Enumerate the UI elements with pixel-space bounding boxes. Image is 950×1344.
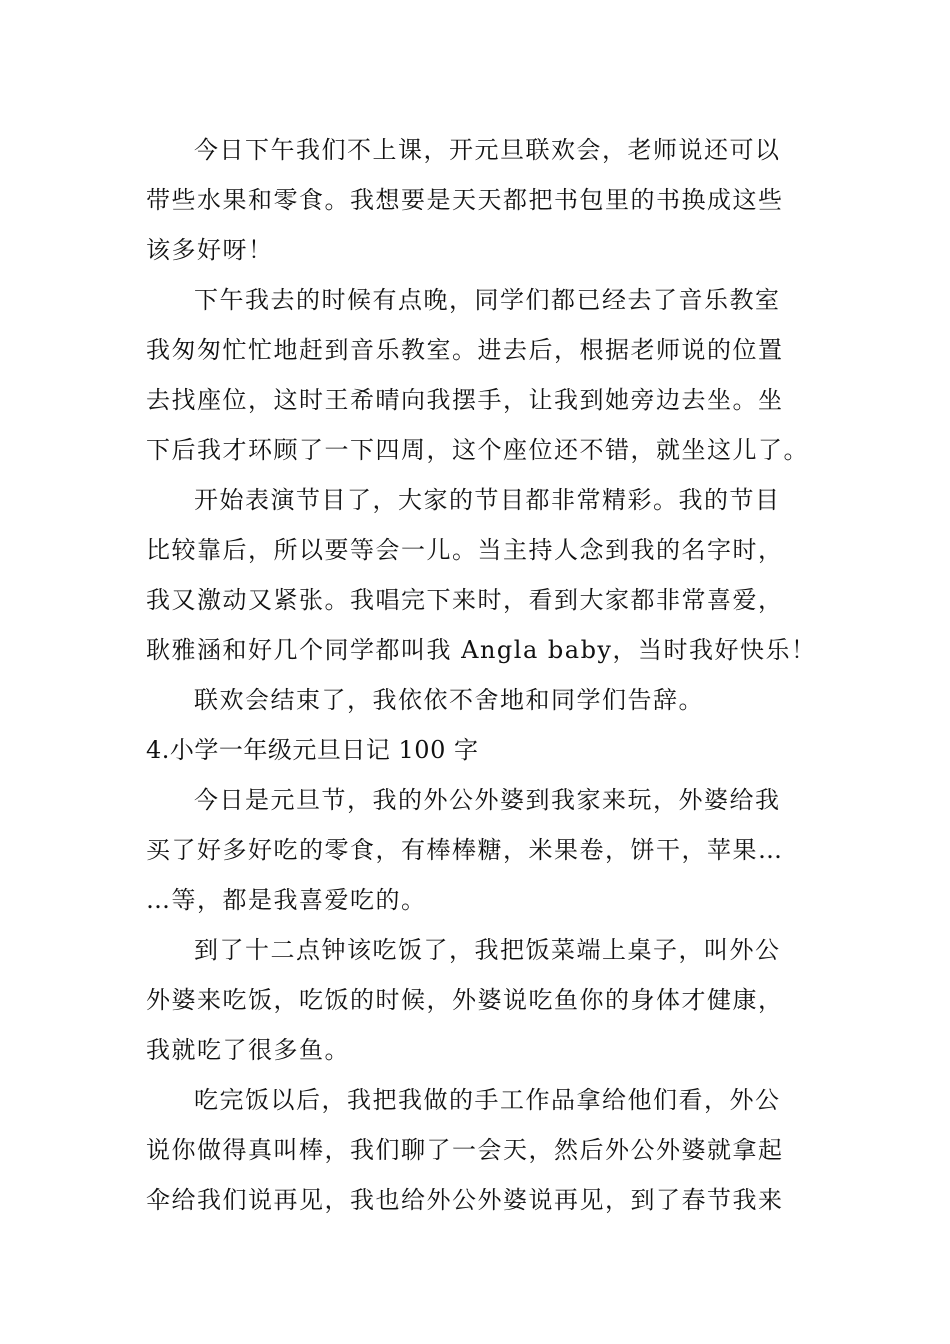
text-line: 该多好呀！ bbox=[146, 236, 274, 264]
text-line: 耿雅涵和好几个同学都叫我 Angla baby，当时我好快乐！ bbox=[146, 636, 817, 664]
text-line: 去找座位，这时王希晴向我摆手，让我到她旁边去坐。坐 bbox=[146, 386, 784, 414]
text-line: 今日是元旦节，我的外公外婆到我家来玩，外婆给我 bbox=[194, 786, 781, 814]
section-heading: 4.小学一年级元旦日记 100 字 bbox=[146, 736, 479, 764]
text-line: 我又激动又紧张。我唱完下来时，看到大家都非常喜爱， bbox=[146, 586, 784, 614]
text-line: 外婆来吃饭，吃饭的时候，外婆说吃鱼你的身体才健康， bbox=[146, 986, 784, 1014]
text-line: 伞给我们说再见，我也给外公外婆说再见，到了春节我来 bbox=[146, 1186, 784, 1214]
text-line: 我匆匆忙忙地赶到音乐教室。进去后，根据老师说的位置 bbox=[146, 336, 784, 364]
text-line: 下午我去的时候有点晚，同学们都已经去了音乐教室 bbox=[194, 286, 781, 314]
text-line: 我就吃了很多鱼。 bbox=[146, 1036, 350, 1064]
text-line: …等，都是我喜爱吃的。 bbox=[146, 886, 427, 914]
text-line: 带些水果和零食。我想要是天天都把书包里的书换成这些 bbox=[146, 186, 784, 214]
text-line: 比较靠后，所以要等会一儿。当主持人念到我的名字时， bbox=[146, 536, 784, 564]
text-line: 开始表演节目了，大家的节目都非常精彩。我的节目 bbox=[194, 486, 781, 514]
text-line: 今日下午我们不上课，开元旦联欢会，老师说还可以 bbox=[194, 136, 781, 164]
text-line: 到了十二点钟该吃饭了，我把饭菜端上桌子，叫外公 bbox=[194, 936, 781, 964]
text-line: 联欢会结束了，我依依不舍地和同学们告辞。 bbox=[194, 686, 704, 714]
text-line: 买了好多好吃的零食，有棒棒糖，米果卷，饼干，苹果… bbox=[146, 836, 784, 864]
text-line: 说你做得真叫棒，我们聊了一会天，然后外公外婆就拿起 bbox=[146, 1136, 784, 1164]
text-line: 下后我才环顾了一下四周，这个座位还不错，就坐这儿了。 bbox=[146, 436, 809, 464]
text-line: 吃完饭以后，我把我做的手工作品拿给他们看，外公 bbox=[194, 1086, 781, 1114]
